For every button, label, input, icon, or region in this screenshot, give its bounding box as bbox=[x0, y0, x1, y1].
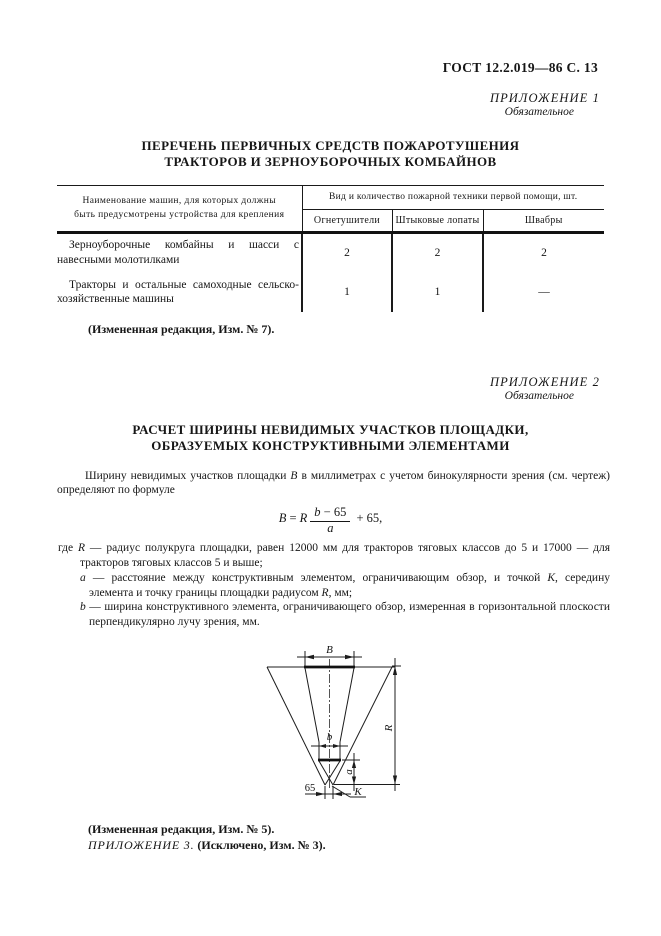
row-value: 2 bbox=[302, 232, 392, 272]
inner-sight-line-left bbox=[305, 668, 319, 742]
a-arrow-bottom bbox=[352, 776, 356, 784]
definition-R: где R — радиус полукруга площадки, равен 12000 мм для тракторов тяговых классов до 5 и 17000 — для тракторов тяговых классов 5 и выше; bbox=[58, 542, 610, 570]
var-K: K bbox=[547, 571, 556, 584]
appendix1-title bbox=[0, 138, 661, 169]
appendix3-label: ПРИЛОЖЕНИЕ 3. bbox=[88, 837, 195, 852]
B-label: B bbox=[326, 643, 333, 656]
b-label: b bbox=[326, 730, 333, 743]
row-value: 1 bbox=[302, 272, 392, 312]
column-header-shovels: Штыковые лопаты bbox=[392, 209, 483, 232]
table-header-row-1 bbox=[57, 185, 604, 209]
variable-definitions bbox=[57, 541, 610, 629]
table-row bbox=[57, 272, 604, 312]
inner-sight-line-right bbox=[340, 668, 354, 742]
definition-a: a — расстояние между конструктивным элементом, ограничивающим обзор, и точкой K, середину элемента и точку границы площадки радиусом R, мм; bbox=[80, 571, 610, 599]
revision-note-appendix2: (Измененная редакция, Изм. № 5). bbox=[88, 821, 275, 836]
formula-lhs: B bbox=[278, 511, 287, 526]
R-label: R bbox=[383, 724, 395, 732]
appendix1-title-line2: ТРАКТОРОВ И ЗЕРНОУБОРОЧНЫХ КОМБАЙНОВ bbox=[164, 153, 497, 169]
appendix2-sublabel: Обязательное bbox=[504, 389, 574, 402]
table-row bbox=[57, 232, 604, 272]
appendix1-title-line1: ПЕРЕЧЕНЬ ПЕРВИЧНЫХ СРЕДСТВ ПОЖАРОТУШЕНИЯ bbox=[141, 138, 520, 154]
cross-sight-line-left bbox=[319, 761, 333, 785]
a-arrow-top bbox=[352, 760, 356, 768]
row-machine-name: Зерноуборочные комбайны и шасси с навесными молотилками bbox=[57, 239, 299, 266]
cross-sight-line-right bbox=[325, 761, 340, 785]
B-arrow-right bbox=[345, 654, 354, 659]
column-header-mops: Швабры bbox=[483, 209, 604, 232]
B-arrow-left bbox=[305, 654, 314, 659]
appendix1-heading bbox=[0, 91, 661, 119]
gost-standard-header: ГОСТ 12.2.019—86 С. 13 bbox=[442, 60, 598, 75]
eye-base-arrow-right bbox=[333, 792, 342, 796]
var-R: R bbox=[78, 542, 86, 555]
formula: B = R $\frac{b - 65}{a}$ + 65, bbox=[278, 505, 383, 535]
appendix2-title-line1: РАСЧЕТ ШИРИНЫ НЕВИДИМЫХ УЧАСТКОВ ПЛОЩАДКИ, bbox=[132, 422, 529, 438]
formula-coef: R bbox=[299, 511, 308, 526]
var-B: B bbox=[290, 469, 298, 482]
appendix2-title bbox=[0, 422, 661, 453]
intro-paragraph: Ширину невидимых участков площадки B в миллиметрах с учетом бинокулярности зрения (см. чертеж) определяют по формуле bbox=[57, 469, 610, 496]
b-arrow-right bbox=[333, 744, 340, 748]
appendix2-label: ПРИЛОЖЕНИЕ 2 bbox=[489, 375, 600, 389]
R-arrow-bottom bbox=[393, 775, 397, 784]
sight-geometry-diagram bbox=[252, 642, 432, 812]
appendix2-heading bbox=[0, 375, 661, 403]
column-group-header: Вид и количество пожарной техники первой помощи, шт. bbox=[302, 185, 604, 209]
column-header-extinguishers: Огнетушители bbox=[302, 209, 392, 232]
row-machine-name: Тракторы и остальные самоходные сельско-хозяйственные машины bbox=[57, 278, 299, 305]
definition-b: b — ширина конструктивного элемента, ограничивающего обзор, измеренная в горизонтальной плоскости перпендикулярно лучу зрения, мм. bbox=[80, 601, 610, 628]
sight-geometry-drawing bbox=[252, 642, 432, 812]
var-a: a bbox=[80, 571, 86, 584]
appendix3-excluded-note: (Исключено, Изм. № 3). bbox=[197, 837, 326, 852]
b-arrow-left bbox=[319, 744, 326, 748]
formula-fraction: $\frac{b - 65}{a}$ bbox=[310, 506, 350, 535]
var-b: b bbox=[80, 601, 86, 614]
eye-base-arrow-left bbox=[316, 792, 325, 796]
var-R: R bbox=[321, 586, 329, 599]
appendix1-label: ПРИЛОЖЕНИЕ 1 bbox=[489, 91, 600, 105]
fire-equipment-table bbox=[57, 185, 604, 313]
row-value: 2 bbox=[483, 232, 604, 272]
appendix2-title-line2: ОБРАЗУЕМЫХ КОНСТРУКТИВНЫМИ ЭЛЕМЕНТАМИ bbox=[151, 437, 510, 453]
K-label: K bbox=[354, 785, 362, 798]
row-value: 2 bbox=[392, 232, 483, 272]
column-header-machines: Наименование машин, для которых должны быть предусмотрены устройства для крепления bbox=[74, 195, 285, 220]
appendix1-sublabel: Обязательное bbox=[504, 105, 574, 118]
appendix3-line bbox=[88, 838, 661, 853]
row-value: — bbox=[483, 272, 604, 312]
row-value: 1 bbox=[392, 272, 483, 312]
a-label: a bbox=[343, 768, 355, 775]
revision-note-appendix1: (Измененная редакция, Изм. № 7). bbox=[88, 322, 275, 336]
eye-base-label: 65 bbox=[304, 782, 316, 794]
